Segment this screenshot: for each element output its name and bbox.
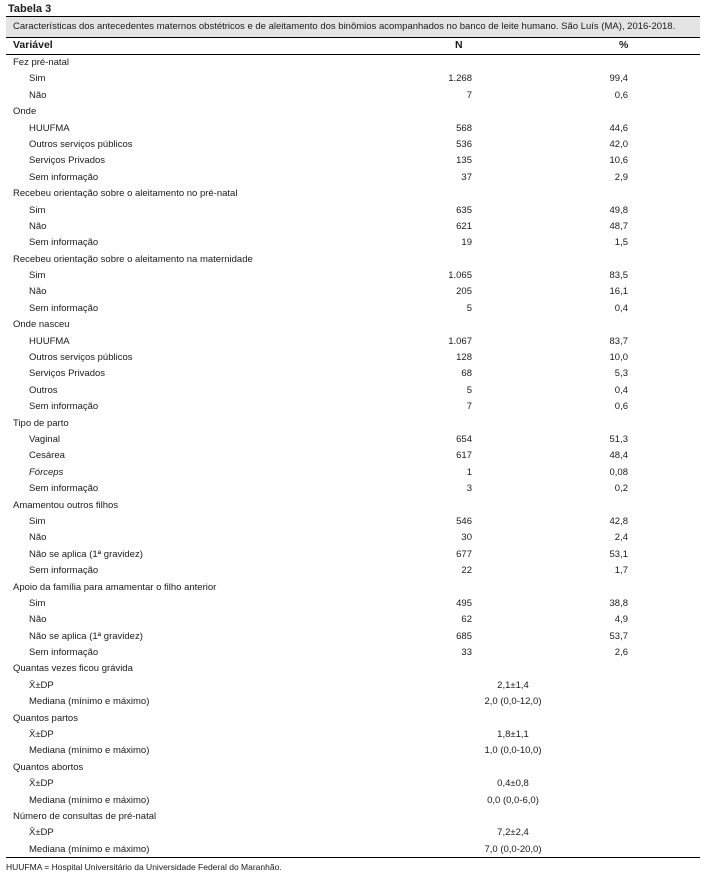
cell-n: 621 — [456, 220, 472, 232]
table-row — [6, 121, 700, 137]
cell-percent: 42,8 — [609, 515, 628, 527]
cell-n: 7 — [466, 89, 472, 101]
row-label: Outros serviços públicos — [29, 352, 133, 364]
table-row — [6, 743, 700, 759]
table-row — [6, 825, 700, 841]
row-label: Sem informação — [29, 171, 99, 183]
table-row — [6, 235, 700, 251]
section-label: Onde — [13, 106, 37, 118]
cell-percent: 48,4 — [609, 450, 628, 462]
cell-percent: 10,0 — [609, 352, 628, 364]
cell-n: 5 — [466, 302, 472, 314]
header-variable: Variável — [13, 39, 53, 51]
table-row — [6, 842, 700, 858]
cell-stat: 7,0 (0,0-20,0) — [484, 843, 542, 855]
cell-stat: 7,2±2,4 — [497, 827, 529, 839]
header-percent: % — [619, 39, 629, 51]
row-label: Mediana (mínimo e máximo) — [29, 794, 150, 806]
row-label: Sem informação — [29, 401, 99, 413]
row-label: Sem informação — [29, 565, 99, 577]
table-row — [6, 514, 700, 530]
table-row — [6, 465, 700, 481]
cell-n: 7 — [466, 401, 472, 413]
table-row — [6, 334, 700, 350]
table-row — [6, 612, 700, 628]
row-label: Não se aplica (1ª gravidez) — [29, 630, 143, 642]
section-row — [6, 252, 700, 268]
table-row — [6, 383, 700, 399]
table-row — [6, 219, 700, 235]
section-row — [6, 317, 700, 333]
table-row — [6, 170, 700, 186]
table-row — [6, 678, 700, 694]
cell-percent: 1,5 — [614, 237, 628, 249]
section-row — [6, 416, 700, 432]
row-label: Sem informação — [29, 647, 99, 659]
row-label: Mediana (mínimo e máximo) — [29, 745, 150, 757]
cell-n: 654 — [456, 433, 472, 445]
cell-percent: 0,6 — [614, 401, 628, 413]
row-label: X̄±DP — [29, 778, 54, 790]
cell-stat: 2,1±1,4 — [497, 679, 529, 691]
row-label: Outros — [29, 384, 58, 396]
row-label: Sem informação — [29, 302, 99, 314]
row-label: Sim — [29, 204, 46, 216]
table-row — [6, 596, 700, 612]
cell-n: 1.268 — [448, 73, 472, 85]
table-row — [6, 203, 700, 219]
cell-n: 33 — [461, 647, 472, 659]
row-label: Não — [29, 286, 47, 298]
row-label: Cesárea — [29, 450, 65, 462]
table-row — [6, 350, 700, 366]
section-row — [6, 498, 700, 514]
cell-percent: 83,7 — [609, 335, 628, 347]
cell-n: 617 — [456, 450, 472, 462]
cell-stat: 0,4±0,8 — [497, 778, 529, 790]
row-label: Sem informação — [29, 483, 99, 495]
cell-stat: 1,8±1,1 — [497, 729, 529, 741]
section-row — [6, 186, 700, 202]
table-row — [6, 153, 700, 169]
table-body — [6, 55, 700, 858]
cell-n: 22 — [461, 565, 472, 577]
cell-percent: 42,0 — [609, 138, 628, 150]
section-row — [6, 661, 700, 677]
row-label: Não se aplica (1ª gravidez) — [29, 548, 143, 560]
section-label: Apoio da família para amamentar o filho anterior — [13, 581, 217, 593]
section-row — [6, 580, 700, 596]
cell-n: 1 — [466, 466, 472, 478]
row-label: Mediana (mínimo e máximo) — [29, 843, 150, 855]
table-row — [6, 481, 700, 497]
cell-stat: 0,0 (0,0-6,0) — [487, 794, 539, 806]
cell-n: 635 — [456, 204, 472, 216]
cell-n: 205 — [456, 286, 472, 298]
row-label: HUUFMA — [29, 122, 70, 134]
table-row — [6, 563, 700, 579]
table-row — [6, 547, 700, 563]
row-label: Serviços Privados — [29, 155, 106, 167]
row-label: Não — [29, 614, 47, 626]
section-label: Quantas vezes ficou grávida — [13, 663, 133, 675]
cell-percent: 10,6 — [609, 155, 628, 167]
table-row — [6, 268, 700, 284]
row-label: X̄±DP — [29, 679, 54, 691]
cell-percent: 0,6 — [614, 89, 628, 101]
cell-n: 30 — [461, 532, 472, 544]
cell-n: 68 — [461, 368, 472, 380]
row-label: Sim — [29, 515, 46, 527]
table-row — [6, 448, 700, 464]
cell-percent: 4,9 — [614, 614, 628, 626]
section-label: Fez pré-natal — [13, 57, 69, 68]
row-label: Fórceps — [29, 466, 64, 478]
cell-percent: 2,4 — [614, 532, 628, 544]
row-label: Não — [29, 89, 47, 101]
row-label: HUUFMA — [29, 335, 70, 347]
section-label: Número de consultas de pré-natal — [13, 810, 157, 822]
table-row — [6, 645, 700, 661]
cell-percent: 16,1 — [609, 286, 628, 298]
cell-n: 135 — [456, 155, 472, 167]
table-row — [6, 301, 700, 317]
cell-n: 536 — [456, 138, 472, 150]
row-label: Mediana (mínimo e máximo) — [29, 696, 150, 708]
table-row — [6, 432, 700, 448]
table-row — [6, 88, 700, 104]
row-label: X̄±DP — [29, 729, 54, 741]
cell-percent: 83,5 — [609, 270, 628, 282]
table-header — [6, 38, 700, 55]
row-label: Sem informação — [29, 237, 99, 249]
cell-percent: 44,6 — [609, 122, 628, 134]
cell-n: 495 — [456, 597, 472, 609]
cell-percent: 5,3 — [614, 368, 628, 380]
section-label: Quantos abortos — [13, 761, 84, 773]
cell-n: 19 — [461, 237, 472, 249]
table-row — [6, 399, 700, 415]
cell-n: 568 — [456, 122, 472, 134]
section-label: Quantos partos — [13, 712, 78, 724]
row-label: X̄±DP — [29, 827, 54, 839]
table-bottom-rule — [6, 857, 700, 858]
section-row — [6, 760, 700, 776]
table-row — [6, 793, 700, 809]
cell-percent: 0,2 — [614, 483, 628, 495]
row-label: Serviços Privados — [29, 368, 106, 380]
table-row — [6, 530, 700, 546]
section-row — [6, 711, 700, 727]
row-label: Vaginal — [29, 433, 60, 445]
cell-percent: 49,8 — [609, 204, 628, 216]
cell-n: 37 — [461, 171, 472, 183]
cell-n: 1.065 — [448, 270, 472, 282]
cell-percent: 0,4 — [614, 384, 628, 396]
table-row — [6, 284, 700, 300]
section-label: Tipo de parto — [13, 417, 69, 429]
table-row — [6, 776, 700, 792]
cell-stat: 1,0 (0,0-10,0) — [484, 745, 542, 757]
section-label: Recebeu orientação sobre o aleitamento na maternidade — [13, 253, 253, 265]
cell-percent: 53,7 — [609, 630, 628, 642]
section-label: Recebeu orientação sobre o aleitamento no pré-natal — [13, 188, 238, 200]
cell-percent: 2,6 — [614, 647, 628, 659]
cell-n: 677 — [456, 548, 472, 560]
table-label: Tabela 3 — [8, 3, 52, 15]
table-footnote: HUUFMA = Hospital Universitário da Universidade Federal do Maranhão. — [6, 862, 282, 872]
cell-percent: 51,3 — [609, 433, 628, 445]
cell-n: 685 — [456, 630, 472, 642]
cell-n: 3 — [466, 483, 472, 495]
cell-n: 5 — [466, 384, 472, 396]
section-row — [6, 104, 700, 120]
section-row — [6, 55, 700, 71]
cell-percent: 99,4 — [609, 73, 628, 85]
table-row — [6, 71, 700, 87]
cell-percent: 0,08 — [609, 466, 628, 478]
row-label: Sim — [29, 597, 46, 609]
row-label: Sim — [29, 73, 46, 85]
row-label: Não — [29, 220, 47, 232]
section-row — [6, 809, 700, 825]
row-label: Outros serviços públicos — [29, 138, 133, 150]
cell-percent: 1,7 — [614, 565, 628, 577]
cell-n: 1.067 — [448, 335, 472, 347]
cell-percent: 2,9 — [614, 171, 628, 183]
table-row — [6, 694, 700, 710]
cell-percent: 0,4 — [614, 302, 628, 314]
cell-stat: 2,0 (0,0-12,0) — [484, 696, 542, 708]
cell-percent: 38,8 — [609, 597, 628, 609]
table-caption: Características dos antecedentes maternos obstétricos e de aleitamento dos binômios acompanhados no banco de leite humano. São Luís (MA), 2016-2018. — [6, 16, 700, 38]
cell-n: 128 — [456, 352, 472, 364]
cell-n: 546 — [456, 515, 472, 527]
section-label: Amamentou outros filhos — [13, 499, 119, 511]
table-row — [6, 727, 700, 743]
section-label: Onde nasceu — [13, 319, 70, 331]
table-row — [6, 137, 700, 153]
table-row — [6, 366, 700, 382]
row-label: Não — [29, 532, 47, 544]
cell-percent: 48,7 — [609, 220, 628, 232]
table-row — [6, 629, 700, 645]
row-label: Sim — [29, 270, 46, 282]
cell-n: 62 — [461, 614, 472, 626]
cell-percent: 53,1 — [609, 548, 628, 560]
header-n: N — [455, 39, 463, 51]
